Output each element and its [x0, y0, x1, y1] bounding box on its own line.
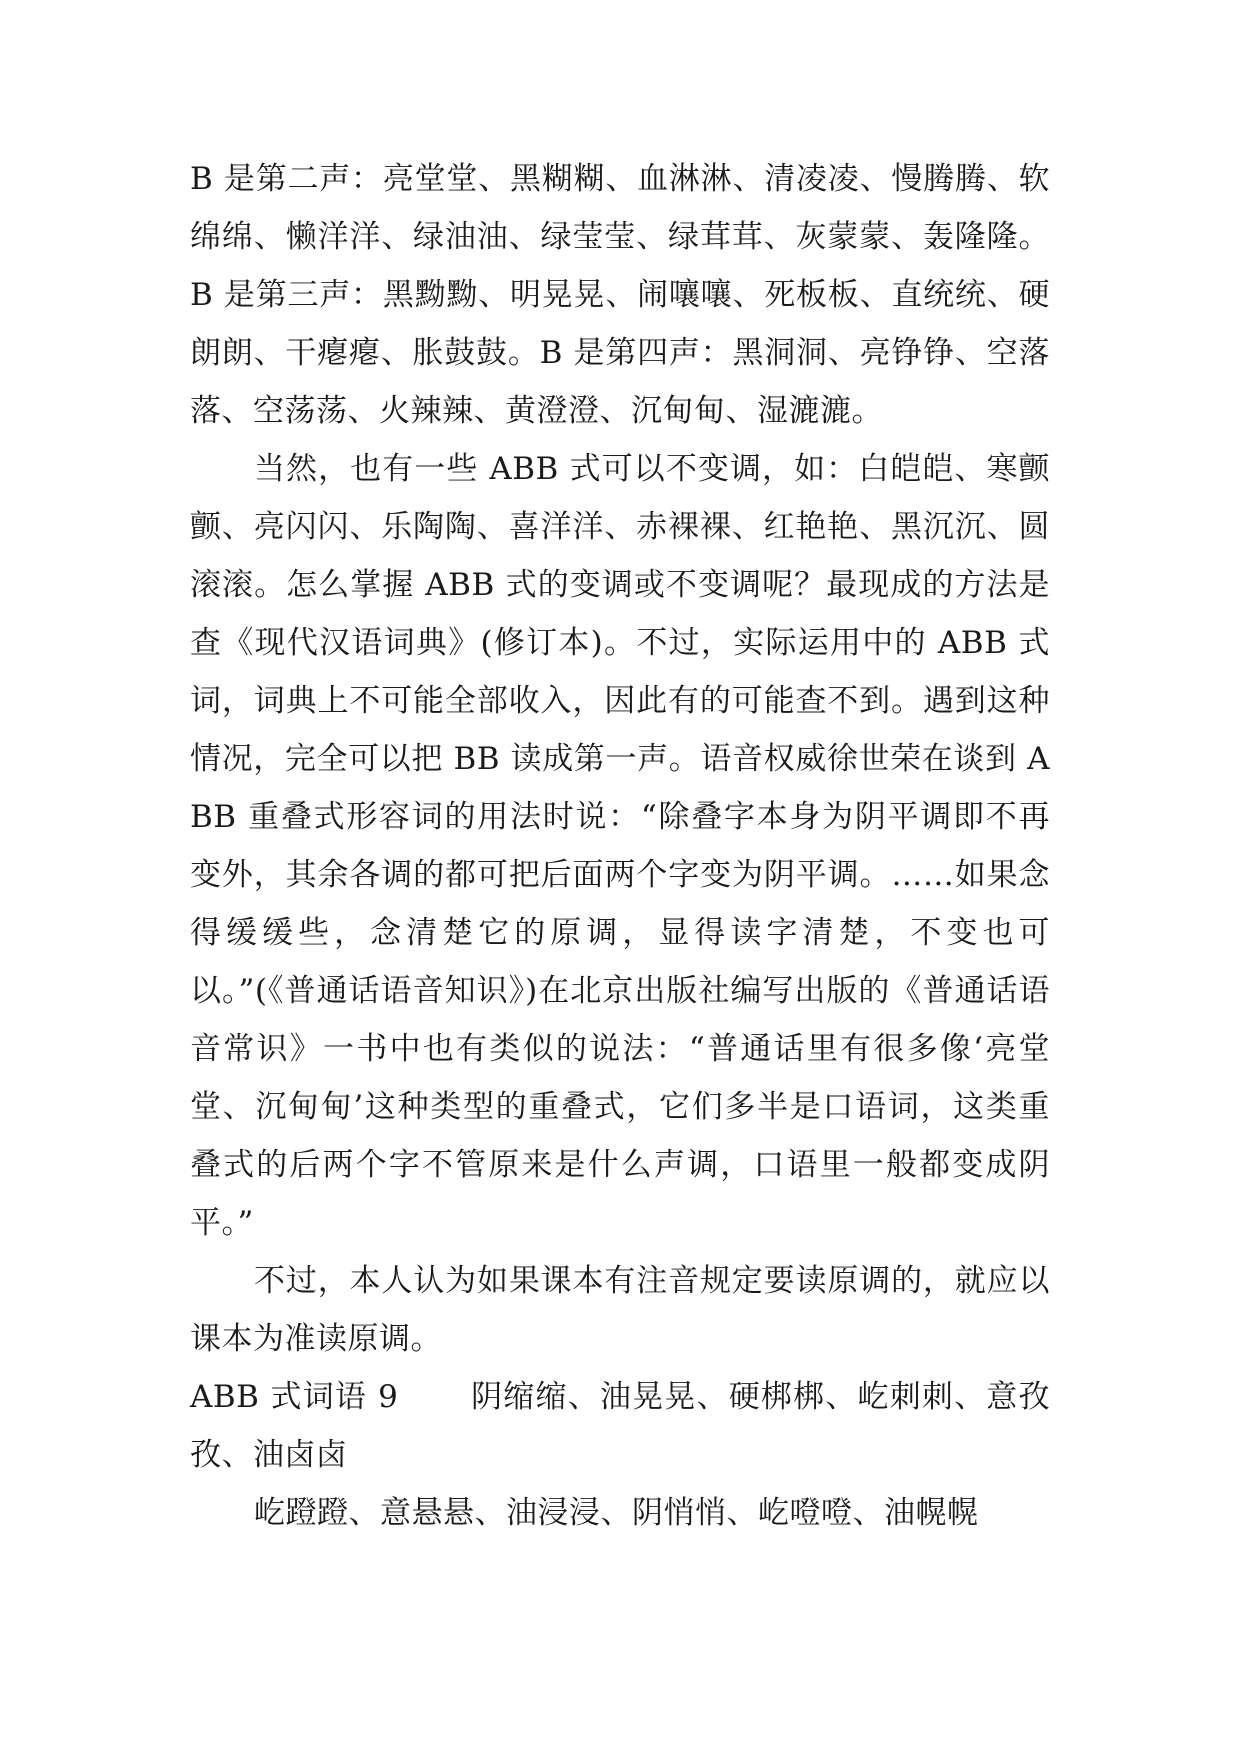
word-list-line1: 阴缩缩、油晃晃、硬梆梆、屹刺刺、意孜孜、油卤卤 — [190, 1379, 1050, 1473]
word-list-label: ABB 式词语 9 — [190, 1379, 399, 1415]
paragraph-no-change-explanation: 当然，也有一些 ABB 式可以不变调，如：白皑皑、寒颤颤、亮闪闪、乐陶陶、喜洋洋、赤裸裸、红艳艳、黑沉沉、圆滚滚。怎么掌握 ABB 式的变调或不变调呢？最现成的方法是查《现代汉语词典》(修订本)。不过，实际运用中的 ABB 式词，词典上不可能全部收入，因此有的可能查不到。遇到这种情况，完全可以把 BB 读成第一声。语音权威徐世荣在谈到 ABB 重叠式形容词的用法时说：“除叠字本身为阴平调即不再变外，其余各调的都可把后面两个字变为阴平调。……如果念得缓缓些，念清楚它的原调，显得读字清楚，不变也可以。”(《普通话语音知识》)在北京出版社编写出版的《普通话语音常识》一书中也有类似的说法：“普通话里有很多像‘亮堂堂、沉甸甸’这种类型的重叠式，它们多半是口语词，这类重叠式的后两个字不管原来是什么声调，口语里一般都变成阴平。” — [190, 451, 1050, 1241]
document-body — [190, 150, 1050, 1542]
paragraph-author-opinion: 不过，本人认为如果课本有注音规定要读原调的，就应以课本为准读原调。 — [190, 1263, 1050, 1357]
paragraph-tone-lists: B 是第二声：亮堂堂、黑糊糊、血淋淋、清凌凌、慢腾腾、软绵绵、懒洋洋、绿油油、绿莹莹、绿茸茸、灰蒙蒙、轰隆隆。B 是第三声：黑黝黝、明晃晃、闹嚷嚷、死板板、直统统、硬朗朗、干瘪瘪、胀鼓鼓。B 是第四声：黑洞洞、亮铮铮、空落落、空荡荡、火辣辣、黄澄澄、沉甸甸、湿漉漉。 — [190, 161, 1050, 429]
word-list-first-line — [190, 1368, 1050, 1484]
word-list-second-line: 屹蹬蹬、意悬悬、油浸浸、阴悄悄、屹噔噔、油幌幌 — [254, 1495, 979, 1531]
